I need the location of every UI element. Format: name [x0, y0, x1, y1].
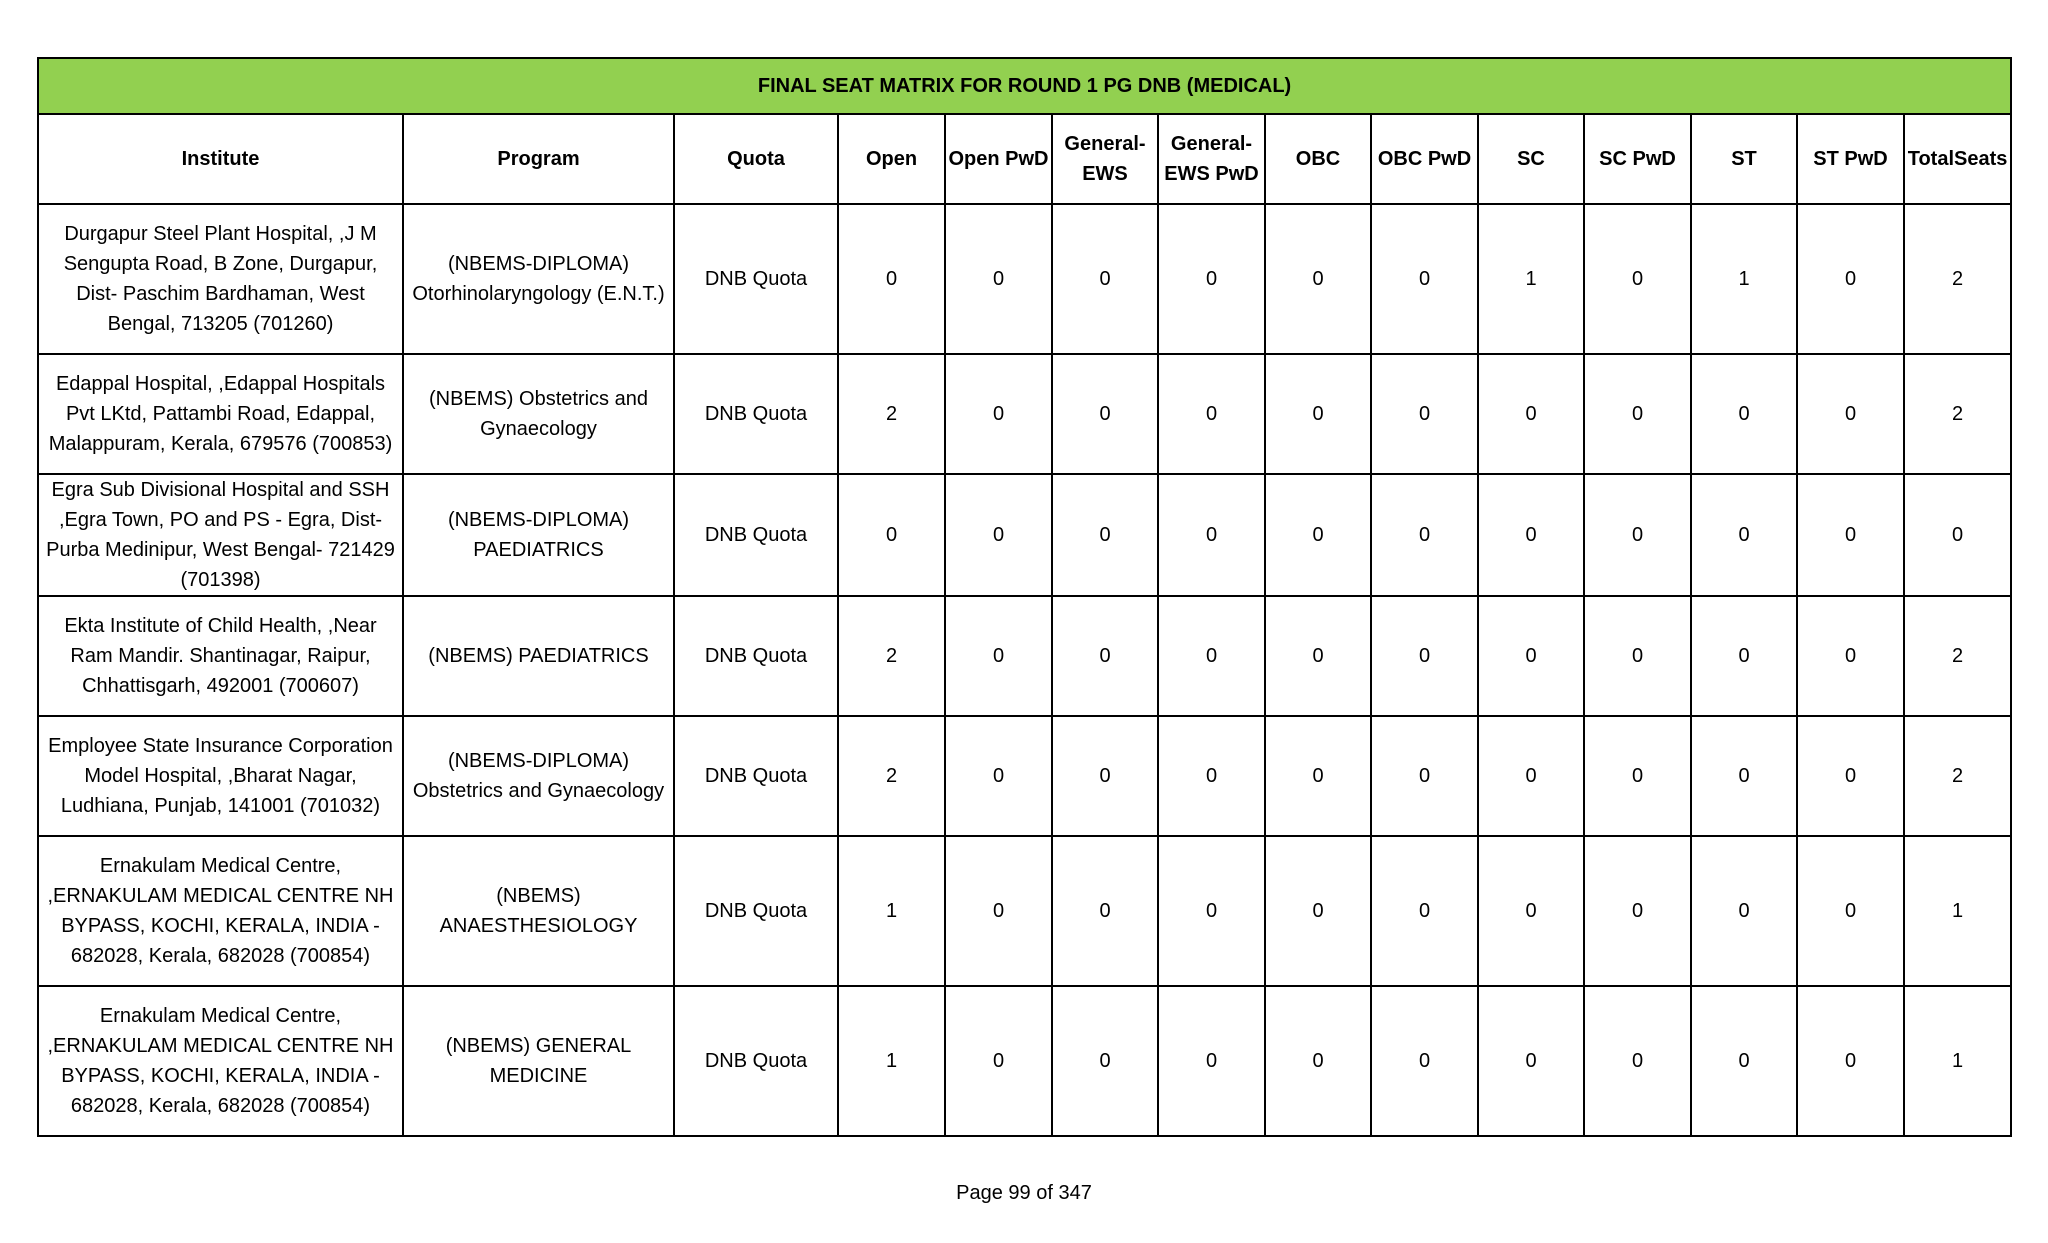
column-header-institute: Institute — [38, 114, 403, 204]
header-row — [38, 114, 2011, 204]
sc-cell: 0 — [1478, 836, 1584, 986]
institute-cell: Egra Sub Divisional Hospital and SSH ,Egra Town, PO and PS - Egra, Dist- Purba Medinipur, West Bengal- 721429 (701398) — [38, 474, 403, 596]
general-ews-cell: 0 — [1052, 836, 1158, 986]
column-header-general-ews-pwd: General-EWS PwD — [1158, 114, 1265, 204]
open-pwd-cell: 0 — [945, 986, 1052, 1136]
st-pwd-cell: 0 — [1797, 596, 1904, 716]
table-row — [38, 354, 2011, 474]
page-number: Page 99 of 347 — [956, 1182, 1092, 1204]
st-cell: 0 — [1691, 836, 1797, 986]
institute-cell: Durgapur Steel Plant Hospital, ,J M Sengupta Road, B Zone, Durgapur, Dist- Paschim Bardhaman, West Bengal, 713205 (701260) — [38, 204, 403, 354]
general-ews-cell: 0 — [1052, 596, 1158, 716]
total-seats-cell: 2 — [1904, 716, 2011, 836]
institute-cell: Ekta Institute of Child Health, ,Near Ram Mandir. Shantinagar, Raipur, Chhattisgarh, 492001 (700607) — [38, 596, 403, 716]
open-cell: 2 — [838, 596, 945, 716]
institute-cell: Ernakulam Medical Centre, ,ERNAKULAM MEDICAL CENTRE NH BYPASS, KOCHI, KERALA, INDIA - 682028, Kerala, 682028 (700854) — [38, 986, 403, 1136]
open-pwd-cell: 0 — [945, 204, 1052, 354]
general-ews-pwd-cell: 0 — [1158, 354, 1265, 474]
obc-pwd-cell: 0 — [1371, 204, 1478, 354]
sc-cell: 1 — [1478, 204, 1584, 354]
table-row — [38, 716, 2011, 836]
obc-pwd-cell: 0 — [1371, 986, 1478, 1136]
open-pwd-cell: 0 — [945, 474, 1052, 596]
sc-cell: 0 — [1478, 986, 1584, 1136]
total-seats-cell: 1 — [1904, 986, 2011, 1136]
program-cell: (NBEMS-DIPLOMA) Obstetrics and Gynaecology — [403, 716, 674, 836]
column-header-quota: Quota — [674, 114, 838, 204]
obc-pwd-cell: 0 — [1371, 596, 1478, 716]
obc-cell: 0 — [1265, 986, 1371, 1136]
table-row — [38, 596, 2011, 716]
open-pwd-cell: 0 — [945, 596, 1052, 716]
column-header-obc-pwd: OBC PwD — [1371, 114, 1478, 204]
general-ews-pwd-cell: 0 — [1158, 596, 1265, 716]
general-ews-cell: 0 — [1052, 354, 1158, 474]
open-cell: 0 — [838, 204, 945, 354]
seat-matrix-sheet — [37, 57, 2010, 1137]
open-cell: 1 — [838, 836, 945, 986]
column-header-total-seats: TotalSeats — [1904, 114, 2011, 204]
program-cell: (NBEMS) Obstetrics and Gynaecology — [403, 354, 674, 474]
st-cell: 0 — [1691, 986, 1797, 1136]
column-header-sc-pwd: SC PwD — [1584, 114, 1691, 204]
total-seats-cell: 2 — [1904, 354, 2011, 474]
open-cell: 2 — [838, 716, 945, 836]
general-ews-cell: 0 — [1052, 716, 1158, 836]
column-header-st-pwd: ST PwD — [1797, 114, 1904, 204]
sc-pwd-cell: 0 — [1584, 596, 1691, 716]
column-header-general-ews: General-EWS — [1052, 114, 1158, 204]
sc-pwd-cell: 0 — [1584, 204, 1691, 354]
st-pwd-cell: 0 — [1797, 836, 1904, 986]
st-pwd-cell: 0 — [1797, 986, 1904, 1136]
program-cell: (NBEMS) GENERAL MEDICINE — [403, 986, 674, 1136]
column-header-sc: SC — [1478, 114, 1584, 204]
institute-cell: Edappal Hospital, ,Edappal Hospitals Pvt LKtd, Pattambi Road, Edappal, Malappuram, Kerala, 679576 (700853) — [38, 354, 403, 474]
obc-cell: 0 — [1265, 354, 1371, 474]
obc-cell: 0 — [1265, 836, 1371, 986]
obc-cell: 0 — [1265, 716, 1371, 836]
obc-cell: 0 — [1265, 474, 1371, 596]
general-ews-cell: 0 — [1052, 474, 1158, 596]
sc-cell: 0 — [1478, 354, 1584, 474]
total-seats-cell: 0 — [1904, 474, 2011, 596]
obc-pwd-cell: 0 — [1371, 716, 1478, 836]
seat-matrix-table — [37, 57, 2012, 1137]
obc-cell: 0 — [1265, 204, 1371, 354]
table-row — [38, 836, 2011, 986]
sc-pwd-cell: 0 — [1584, 354, 1691, 474]
st-cell: 0 — [1691, 596, 1797, 716]
general-ews-pwd-cell: 0 — [1158, 204, 1265, 354]
st-cell: 0 — [1691, 716, 1797, 836]
obc-pwd-cell: 0 — [1371, 474, 1478, 596]
st-pwd-cell: 0 — [1797, 204, 1904, 354]
sc-cell: 0 — [1478, 474, 1584, 596]
open-cell: 1 — [838, 986, 945, 1136]
quota-cell: DNB Quota — [674, 474, 838, 596]
general-ews-cell: 0 — [1052, 986, 1158, 1136]
page-title: FINAL SEAT MATRIX FOR ROUND 1 PG DNB (MEDICAL) — [38, 58, 2011, 114]
open-pwd-cell: 0 — [945, 354, 1052, 474]
column-header-open-pwd: Open PwD — [945, 114, 1052, 204]
column-header-open: Open — [838, 114, 945, 204]
obc-pwd-cell: 0 — [1371, 836, 1478, 986]
general-ews-pwd-cell: 0 — [1158, 836, 1265, 986]
quota-cell: DNB Quota — [674, 204, 838, 354]
st-pwd-cell: 0 — [1797, 354, 1904, 474]
program-cell: (NBEMS-DIPLOMA) PAEDIATRICS — [403, 474, 674, 596]
st-pwd-cell: 0 — [1797, 716, 1904, 836]
program-cell: (NBEMS-DIPLOMA) Otorhinolaryngology (E.N.T.) — [403, 204, 674, 354]
quota-cell: DNB Quota — [674, 354, 838, 474]
sc-pwd-cell: 0 — [1584, 474, 1691, 596]
st-pwd-cell: 0 — [1797, 474, 1904, 596]
st-cell: 0 — [1691, 474, 1797, 596]
quota-cell: DNB Quota — [674, 716, 838, 836]
obc-cell: 0 — [1265, 596, 1371, 716]
open-cell: 2 — [838, 354, 945, 474]
column-header-st: ST — [1691, 114, 1797, 204]
sc-cell: 0 — [1478, 596, 1584, 716]
general-ews-pwd-cell: 0 — [1158, 716, 1265, 836]
st-cell: 0 — [1691, 354, 1797, 474]
institute-cell: Employee State Insurance Corporation Model Hospital, ,Bharat Nagar, Ludhiana, Punjab, 141001 (701032) — [38, 716, 403, 836]
column-header-program: Program — [403, 114, 674, 204]
quota-cell: DNB Quota — [674, 596, 838, 716]
column-header-obc: OBC — [1265, 114, 1371, 204]
sc-cell: 0 — [1478, 716, 1584, 836]
sc-pwd-cell: 0 — [1584, 836, 1691, 986]
table-row — [38, 204, 2011, 354]
general-ews-pwd-cell: 0 — [1158, 474, 1265, 596]
table-row — [38, 474, 2011, 596]
st-cell: 1 — [1691, 204, 1797, 354]
total-seats-cell: 2 — [1904, 596, 2011, 716]
sc-pwd-cell: 0 — [1584, 986, 1691, 1136]
obc-pwd-cell: 0 — [1371, 354, 1478, 474]
quota-cell: DNB Quota — [674, 986, 838, 1136]
quota-cell: DNB Quota — [674, 836, 838, 986]
sc-pwd-cell: 0 — [1584, 716, 1691, 836]
open-pwd-cell: 0 — [945, 836, 1052, 986]
total-seats-cell: 1 — [1904, 836, 2011, 986]
program-cell: (NBEMS) PAEDIATRICS — [403, 596, 674, 716]
total-seats-cell: 2 — [1904, 204, 2011, 354]
general-ews-pwd-cell: 0 — [1158, 986, 1265, 1136]
general-ews-cell: 0 — [1052, 204, 1158, 354]
institute-cell: Ernakulam Medical Centre, ,ERNAKULAM MEDICAL CENTRE NH BYPASS, KOCHI, KERALA, INDIA - 682028, Kerala, 682028 (700854) — [38, 836, 403, 986]
program-cell: (NBEMS) ANAESTHESIOLOGY — [403, 836, 674, 986]
open-cell: 0 — [838, 474, 945, 596]
table-row — [38, 986, 2011, 1136]
open-pwd-cell: 0 — [945, 716, 1052, 836]
